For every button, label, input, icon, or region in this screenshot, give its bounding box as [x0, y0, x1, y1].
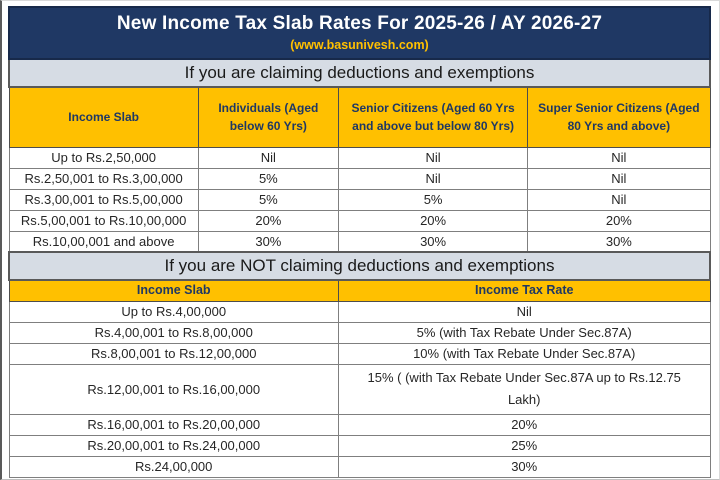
table2-row — [9, 435, 710, 456]
table1-row — [9, 210, 710, 231]
rate-cell: 20% — [338, 414, 710, 435]
slab-cell: Rs.12,00,001 to Rs.16,00,000 — [9, 364, 338, 414]
table1-col-individuals: Individuals (Aged below 60 Yrs) — [198, 87, 338, 147]
slab-cell: Rs.8,00,001 to Rs.12,00,000 — [9, 343, 338, 364]
section-heading-not-claiming-label: If you are NOT claiming deductions and exemptions — [9, 252, 710, 280]
slab-cell: Rs.2,50,001 to Rs.3,00,000 — [9, 168, 198, 189]
rate-cell: 30% — [338, 231, 527, 252]
page-title: New Income Tax Slab Rates For 2025-26 / AY 2026-27 — [116, 12, 603, 34]
rate-cell: 5% — [198, 189, 338, 210]
table2-header-row — [9, 280, 710, 301]
rate-cell: 20% — [338, 210, 527, 231]
rate-cell: 20% — [528, 210, 710, 231]
table1-row — [9, 231, 710, 252]
tax-slab-sheet — [8, 6, 711, 478]
slab-cell: Rs.10,00,001 and above — [9, 231, 198, 252]
table1-header-row — [9, 87, 710, 147]
table2-row — [9, 322, 710, 343]
slab-cell: Rs.24,00,000 — [9, 456, 338, 477]
table2-row — [9, 301, 710, 322]
section-heading-not-claiming — [9, 252, 710, 280]
table1-row — [9, 168, 710, 189]
slab-cell: Up to Rs.4,00,000 — [9, 301, 338, 322]
rate-cell: Nil — [338, 147, 527, 168]
rate-cell: 5% — [338, 189, 527, 210]
rate-cell: 30% — [528, 231, 710, 252]
rate-cell: Nil — [528, 147, 710, 168]
table2-row — [9, 364, 710, 414]
rate-cell: Nil — [198, 147, 338, 168]
table2-row — [9, 456, 710, 477]
slab-cell: Up to Rs.2,50,000 — [9, 147, 198, 168]
table2-row — [9, 414, 710, 435]
rate-cell: 30% — [338, 456, 710, 477]
rate-cell: 25% — [338, 435, 710, 456]
slab-cell: Rs.3,00,001 to Rs.5,00,000 — [9, 189, 198, 210]
section-heading-claiming-label: If you are claiming deductions and exemptions — [9, 59, 710, 87]
rate-cell: 5% — [198, 168, 338, 189]
table2-col-income-slab: Income Slab — [9, 280, 338, 301]
title-bar — [9, 7, 710, 59]
table1-col-income-slab: Income Slab — [9, 87, 198, 147]
table2-col-income-tax-rate: Income Tax Rate — [338, 280, 710, 301]
rate-cell: 15% ( (with Tax Rebate Under Sec.87A up to Rs.12.75 Lakh) — [338, 364, 710, 414]
rate-cell: Nil — [528, 189, 710, 210]
table1-col-super-senior: Super Senior Citizens (Aged 80 Yrs and above) — [528, 87, 710, 147]
rate-cell: 30% — [198, 231, 338, 252]
table1-row — [9, 147, 710, 168]
slab-cell: Rs.16,00,001 to Rs.20,00,000 — [9, 414, 338, 435]
slab-cell: Rs.4,00,001 to Rs.8,00,000 — [9, 322, 338, 343]
rate-cell: 20% — [198, 210, 338, 231]
section-heading-claiming — [9, 59, 710, 87]
site-url-text: (www.basunivesh.com) — [290, 38, 429, 53]
rate-cell: 5% (with Tax Rebate Under Sec.87A) — [338, 322, 710, 343]
slab-cell: Rs.20,00,001 to Rs.24,00,000 — [9, 435, 338, 456]
table2-row — [9, 343, 710, 364]
rate-cell: Nil — [338, 301, 710, 322]
table1-col-senior-citizens: Senior Citizens (Aged 60 Yrs and above but below 80 Yrs) — [338, 87, 527, 147]
rate-cell: Nil — [338, 168, 527, 189]
rate-cell: 10% (with Tax Rebate Under Sec.87A) — [338, 343, 710, 364]
slab-cell: Rs.5,00,001 to Rs.10,00,000 — [9, 210, 198, 231]
rate-cell: Nil — [528, 168, 710, 189]
table1-row — [9, 189, 710, 210]
